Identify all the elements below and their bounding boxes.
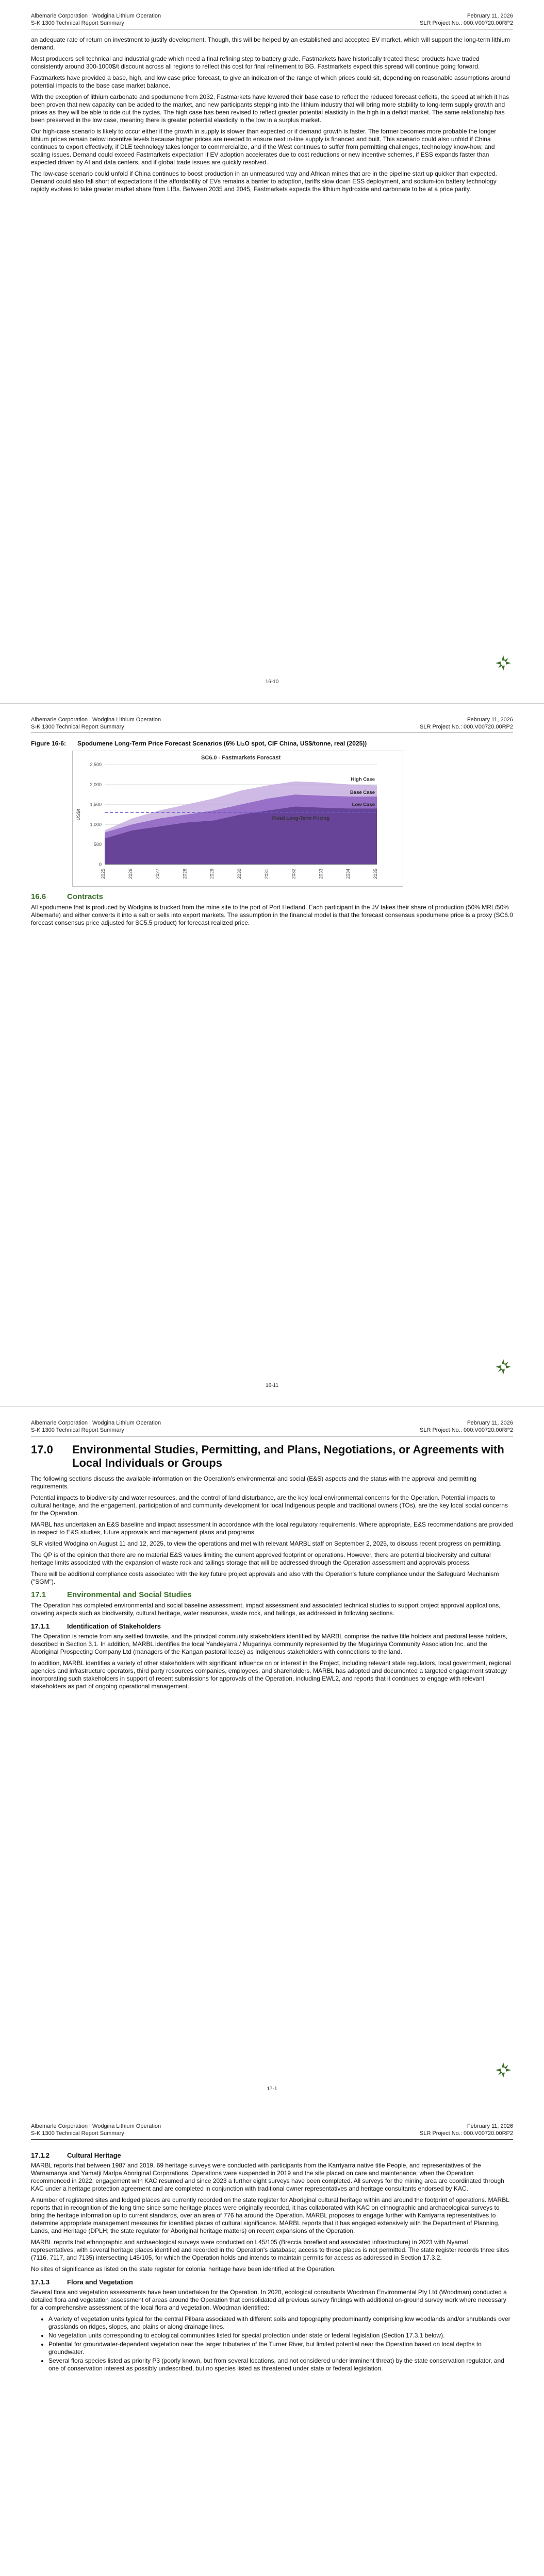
- page-header: [31, 716, 513, 733]
- y-tick-label: 1,500: [90, 802, 102, 807]
- header-company: Albemarle Corporation | Wodgina Lithium Operation: [31, 2123, 161, 2129]
- x-tick-label: 2028: [182, 869, 188, 879]
- slr-logo-icon: [494, 654, 512, 672]
- y-tick-label: 2,000: [90, 782, 102, 787]
- chart-title: SC6.0 - Fastmarkets Forecast: [201, 755, 281, 761]
- page-number: 16-10: [265, 679, 279, 685]
- page-body: [31, 1443, 513, 1694]
- y-axis-label: US$/t: [76, 808, 81, 821]
- page-header: [31, 2123, 513, 2140]
- paragraph: MARBL reports that ethnographic and archaeological surveys were conducted on L45/105 (Breccia borefield and associated infrastructure) in 2023 with Nyamal representatives, with several heritage places identified and recorded in the Operation's database; access to these places is not permitted. The state register records three sites (7116, 7117, and 7135) intersecting L45/105, for which the Operation holds and intends to maintain permits for access as addressed in Section 17.3.2.: [31, 2239, 509, 2261]
- header-company: Albemarle Corporation | Wodgina Lithium Operation: [31, 717, 161, 723]
- x-tick-label: 2033: [318, 869, 324, 879]
- subsection-number: 17.1.3: [31, 2278, 50, 2286]
- header-project-no: SLR Project No.: 000.V00720.00RP2: [419, 1427, 513, 1433]
- x-tick-label: 2030: [237, 869, 242, 879]
- paragraph: The low-case scenario could unfold if China continues to boost production in an unmeasured way and African mines that are in the pipeline start up quicker than expected. Demand could also fall short of expectations if the affordability of EVs remains a barrier to adoption, tariffs slow down ESS deployment, and sodium-ion battery technology rapidly evolves to take greater market share from LIBs. Between 2035 and 2045, Fastmarkets expects the lithium hydroxide and carbonate to be at a price parity.: [31, 170, 497, 193]
- subsection-number: 17.1.2: [31, 2151, 50, 2159]
- list-item: • Potential for groundwater-dependent vegetation near the larger tributaries of the Turner River, but limited potential near the Operation based on local depths to groundwater.: [48, 2341, 513, 2356]
- report-page-17-1: [0, 1406, 544, 2110]
- x-tick-label: 2026: [127, 869, 133, 879]
- header-report-type: S-K 1300 Technical Report Summary: [31, 724, 124, 730]
- section-heading: [31, 1591, 513, 1599]
- header-project-no: SLR Project No.: 000.V00720.00RP2: [419, 724, 513, 730]
- list-item: • Several flora species listed as priority P3 (poorly known, but from several locations, and not considered under imminent threat) by the state conservation regulator, and one of conservation interest as possibly undescribed, but no species listed as threatened under state or federal legislation.: [48, 2357, 513, 2372]
- page-body: [31, 36, 513, 197]
- price-forecast-chart: [73, 751, 403, 886]
- x-tick-label: 2031: [263, 869, 269, 879]
- subsection-title: Identification of Stakeholders: [67, 1622, 161, 1630]
- subsection-title: Cultural Heritage: [67, 2151, 121, 2159]
- paragraph: Potential impacts to biodiversity and water resources, and the control of land disturbance, are the key local environmental concerns for the Operation. Potential impacts to cultural heritage, and the engagement, participation of and community development for local Indigenous people and traditional owners (TOs), are the key local social concerns for the Operation.: [31, 1494, 508, 1517]
- x-tick-label: 2029: [209, 869, 215, 879]
- header-report-type: S-K 1300 Technical Report Summary: [31, 2130, 124, 2137]
- slr-logo-icon: [494, 1358, 512, 1376]
- paragraph: The Operation has completed environmental and social baseline assessment, impact assessment and associated technical studies to support project approval applications, covering aspects such as biodiversity, cultural heritage, water resources, waste rock, and tailings, as addressed in following sections.: [31, 1602, 501, 1617]
- y-tick-label: 500: [93, 842, 102, 848]
- report-page-16-11: [0, 703, 544, 1407]
- section-title: Contracts: [67, 892, 104, 901]
- header-date: February 11, 2026: [467, 2123, 513, 2129]
- legend-label: Base Case: [350, 790, 375, 796]
- list-item: • No vegetation units corresponding to ecological communities listed for special protection under state or federal legislation (Section 17.3.1 below).: [48, 2332, 513, 2340]
- paragraph: Fastmarkets have provided a base, high, and low case price forecast, to give an indication of the range of which prices could sit, depending on reasonable assumptions around potential impacts to the base case market balance.: [31, 74, 510, 89]
- paragraph: In addition, MARBL identifies a variety of other stakeholders with significant influence on or interest in the Project, including relevant state regulators, local government, regional agencies and infrastructure operators, third party resources companies, employees, and shareholders. MARBL has adopted and documented a targeted engagement strategy incorporating such stakeholders in support of recent submissions for approvals of the Operation, including EWL2, and reports that it continues to engage with relevant stakeholders as part of ongoing operational management.: [31, 1659, 511, 1690]
- page-header: [31, 12, 513, 29]
- subsection-number: 17.1.1: [31, 1622, 50, 1630]
- header-report-type: S-K 1300 Technical Report Summary: [31, 1427, 124, 1433]
- header-project-no: SLR Project No.: 000.V00720.00RP2: [419, 20, 513, 26]
- report-page-16-10: [0, 0, 544, 703]
- header-company: Albemarle Corporation | Wodgina Lithium Operation: [31, 13, 161, 19]
- subsection-title: Flora and Vegetation: [67, 2278, 133, 2286]
- figure-number: Figure 16-6:: [31, 740, 67, 747]
- x-tick-label: 2025: [101, 869, 106, 879]
- line-label: Fixed Long-Term Pricing: [272, 816, 330, 822]
- header-project-no: SLR Project No.: 000.V00720.00RP2: [419, 2130, 513, 2137]
- paragraph: SLR visited Wodgina on August 11 and 12, 2025, to view the operations and met with relevant MARBL staff on September 2, 2025, to discuss recent progress on permitting.: [31, 1540, 502, 1547]
- paragraph: an adequate rate of return on investment to justify development. Though, this will be helped by an established and accepted EV market, which will support the long-term lithium demand.: [31, 36, 510, 51]
- header-date: February 11, 2026: [467, 13, 513, 19]
- bullet-list: [31, 2315, 513, 2372]
- subsection-heading: [31, 2278, 513, 2286]
- paragraph: Our high-case scenario is likely to occur either if the growth in supply is slower than expected or if demand growth is faster. The former becomes more probable the longer lithium prices remain below incentive levels because higher prices are needed to ensure next in-line supply is financed and built. This scenario could also unfold if China continues to export effectively, if DLE technology takes longer to commercialize, and if the West continues to suffer from permitting challenges, technology know-how, and scaling issues. Demand could exceed Fastmarkets expectation if EV adoption accelerates due to cost reductions or new incentive schemes, if ESS expands faster than expected driven by AI and data centers, and if global trade issues are quickly resolved.: [31, 128, 497, 166]
- y-tick-label: 1,000: [90, 822, 102, 827]
- paragraph: MARBL has undertaken an E&S baseline and impact assessment in accordance with the local regulatory requirements. Where appropriate, E&S recommendations are provided in respect to E&S studies, future approvals and management plans and programs.: [31, 1521, 513, 1536]
- paragraph: There will be additional compliance costs associated with the key future project approvals and also with the Operation's future compliance under the Safeguard Mechanism ("SGM").: [31, 1570, 499, 1585]
- page-body: [31, 2146, 513, 2376]
- paragraph: Several flora and vegetation assessments have been undertaken for the Operation. In 2020, ecological consultants Woodman Environmental Pty Ltd (Woodman) conducted a detailed flora and vegetation assessment of areas around the Operation that consolidated all previous survey findings with additional on-ground survey work where necessary for a comprehensive assessment of the local flora and vegetation. Woodman identified:: [31, 2289, 507, 2311]
- page-number: 17-1: [267, 2086, 277, 2092]
- paragraph: A number of registered sites and lodged places are currently recorded on the state register for Aboriginal cultural heritage within and around the footprint of operations. MARBL reports that in recognition of the long time since some heritage places were originally recorded, it has collaborated with KAC on ethnographic and archaeological surveys to bring the heritage information up to current standards, over an area of 776 ha around the Operation. MARBL proposes to engage further with Karriyarra representatives to determine appropriate management measures for identified places of cultural significance. MARBL reports that it has engaged extensively with the Department of Planning, Lands, and Heritage (DPLH; the state regulator for Aboriginal heritage matters) on recent expansions of the Operation.: [31, 2196, 509, 2234]
- chapter-number: 17.0: [31, 1443, 53, 1456]
- chapter-title: Environmental Studies, Permitting, and Plans, Negotiations, or Agreements with Local Individuals or Groups: [72, 1443, 504, 1469]
- figure-caption: [31, 740, 513, 748]
- header-date: February 11, 2026: [467, 1420, 513, 1426]
- paragraph: Most producers sell technical and industrial grade which need a final refining step to battery grade. Fastmarkets have historically treated these products have traded consistently around 300-1000$/t discount across all regions to reflect this cost for final refinement to BG. Fastmarkets expect this spread will continue going forward.: [31, 55, 480, 70]
- paragraph: MARBL reports that between 1987 and 2019, 69 heritage surveys were conducted with participants from the Karriyarra native title People, and representatives of the Warnamanya and Yamatji Marlpa Aboriginal Corporations. Operations were suspended in 2019 and the site placed on care and maintenance; when the Operation recommenced in 2022, engagement with KAC resumed and since 2023 a further eight surveys have been completed. All surveys for the mining area are coordinated through KAC under a heritage protection agreement and are completed in conjunction with traditional owner representatives and heritage consultants endorsed by KAC.: [31, 2162, 504, 2192]
- page-header: [31, 1419, 513, 1436]
- section-heading: [31, 893, 513, 901]
- paragraph: No sites of significance as listed on the state register for colonial heritage have been identified at the Operation.: [31, 2265, 336, 2273]
- paragraph: All spodumene that is produced by Wodgina is trucked from the mine site to the port of Port Hedland. Each participant in the JV takes their share of production (50% MRL/50% Albemarle) and either converts it into a salt or sells into export markets. The assumption in the financial model is that the forecast consensus spodumene price is a proxy (SC6.0 forecast consensus price adjusted for SC5.5 product) for forecast realized price.: [31, 904, 513, 926]
- page-number: 16-11: [266, 1383, 278, 1388]
- header-company: Albemarle Corporation | Wodgina Lithium Operation: [31, 1420, 161, 1426]
- paragraph: The following sections discuss the available information on the Operation's environmental and social (E&S) aspects and the status with the approval and permitting requirements.: [31, 1475, 477, 1490]
- slr-logo-icon: [494, 2061, 512, 2079]
- page-body: [31, 740, 513, 930]
- header-report-type: S-K 1300 Technical Report Summary: [31, 20, 124, 26]
- x-tick-label: 2034: [345, 869, 351, 879]
- x-tick-label: 2032: [291, 869, 296, 879]
- figure-title: Spodumene Long-Term Price Forecast Scenarios (6% Li₂O spot, CIF China, US$/tonne, real (2025)): [77, 740, 367, 747]
- x-tick-label: 2035: [373, 869, 378, 879]
- y-tick-label: 0: [98, 862, 102, 867]
- subsection-heading: [31, 1622, 513, 1630]
- list-item: • A variety of vegetation units typical for the central Pilbara associated with different soils and topography predominantly comprising low woodlands and/or shrublands over grasslands on ridges, slopes, and plains or along drainage lines.: [48, 2315, 513, 2331]
- paragraph: With the exception of lithium carbonate and spodumene from 2032, Fastmarkets have lowered their base case to reflect the reduced forecast deficits, the speed at which it has been proven that new capacity can be added to the market, and new participants stepping into the lithium industry that will bring more stability to long-term supply growth and prices as they will be able to ride out the cycles. The high case has been revised to reflect greater potential elasticity in the high in a deficit market. The same relationship has been preserved in the low case, meaning there is greater potential elasticity in the low in a surplus market.: [31, 93, 509, 124]
- chart-frame: [72, 751, 403, 887]
- paragraph: The QP is of the opinion that there are no material E&S values limiting the current approved footprint or operations. However, there are potential biodiversity and cultural heritage limits associated with the expansion of waste rock and tailings storage that will be addressed through the Operation assessment and approvals process.: [31, 1551, 491, 1566]
- y-tick-label: 2,500: [90, 762, 102, 767]
- section-title: Environmental and Social Studies: [67, 1590, 192, 1599]
- legend-label: Low Case: [352, 802, 375, 808]
- paragraph: The Operation is remote from any settled townsite, and the principal community stakeholders identified by MARBL comprise the native title holders and pastoral lease holders, described in Section 3.1. In addition, MARBL identifies the local Yandeyarra / Mugarinya community represented by the Mugarinya Community Association Inc. and the Aboriginal Prospecting Company Ltd (managers of the Kangan pastoral lease) as Indigenous stakeholders with connections to the land.: [31, 1633, 508, 1655]
- header-date: February 11, 2026: [467, 717, 513, 723]
- chapter-heading: [31, 1443, 513, 1470]
- subsection-heading: [31, 2151, 513, 2159]
- section-number: 16.6: [31, 892, 46, 901]
- x-tick-label: 2027: [155, 869, 160, 879]
- report-page-17-2: [0, 2110, 544, 2576]
- legend-label: High Case: [351, 776, 375, 783]
- section-number: 17.1: [31, 1590, 46, 1599]
